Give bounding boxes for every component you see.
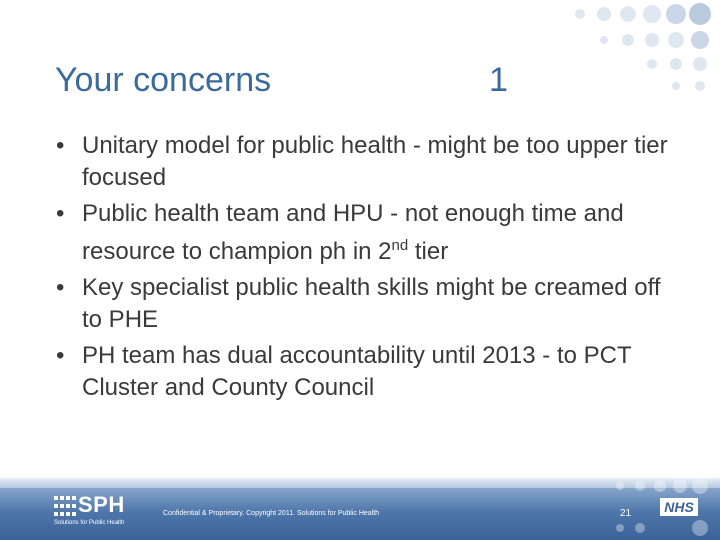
bullet-icon: • (56, 132, 65, 159)
bullet-item (52, 198, 672, 268)
sph-logo-text: SPH (78, 492, 125, 517)
bullet-icon: • (56, 200, 65, 227)
bullet-text-end: tier (408, 238, 449, 265)
sph-logo-subtitle: Solutions for Public Health (54, 520, 125, 526)
slide-title: Your concerns (55, 61, 272, 99)
slide-title-number: 1 (489, 61, 508, 99)
bullet-icon: • (56, 342, 65, 369)
copyright-text: Confidential & Proprietary. Copyright 2011. Solutions for Public Health (163, 510, 380, 517)
footer-band (0, 478, 720, 540)
bullet-text: PH team has dual accountability until 2013 - to PCT Cluster and County Council (82, 342, 632, 401)
sph-logo (54, 494, 174, 530)
bullet-superscript: nd (391, 237, 409, 254)
bullet-item (52, 340, 672, 404)
bullet-text: Public health team and HPU - not enough time and resource to champion ph in 2 (82, 200, 624, 265)
page-number: 21 (620, 508, 632, 519)
bullet-item (52, 272, 672, 336)
bullet-text: Key specialist public health skills might be creamed off to PHE (82, 274, 661, 333)
bullet-icon: • (56, 274, 65, 301)
slide-title-row (55, 57, 680, 103)
bullet-list (52, 130, 672, 408)
nhs-logo: NHS (660, 498, 698, 516)
sph-logo-grid-icon (54, 496, 76, 516)
bullet-item (52, 130, 672, 194)
bullet-text: Unitary model for public health - might be too upper tier focused (82, 132, 668, 191)
